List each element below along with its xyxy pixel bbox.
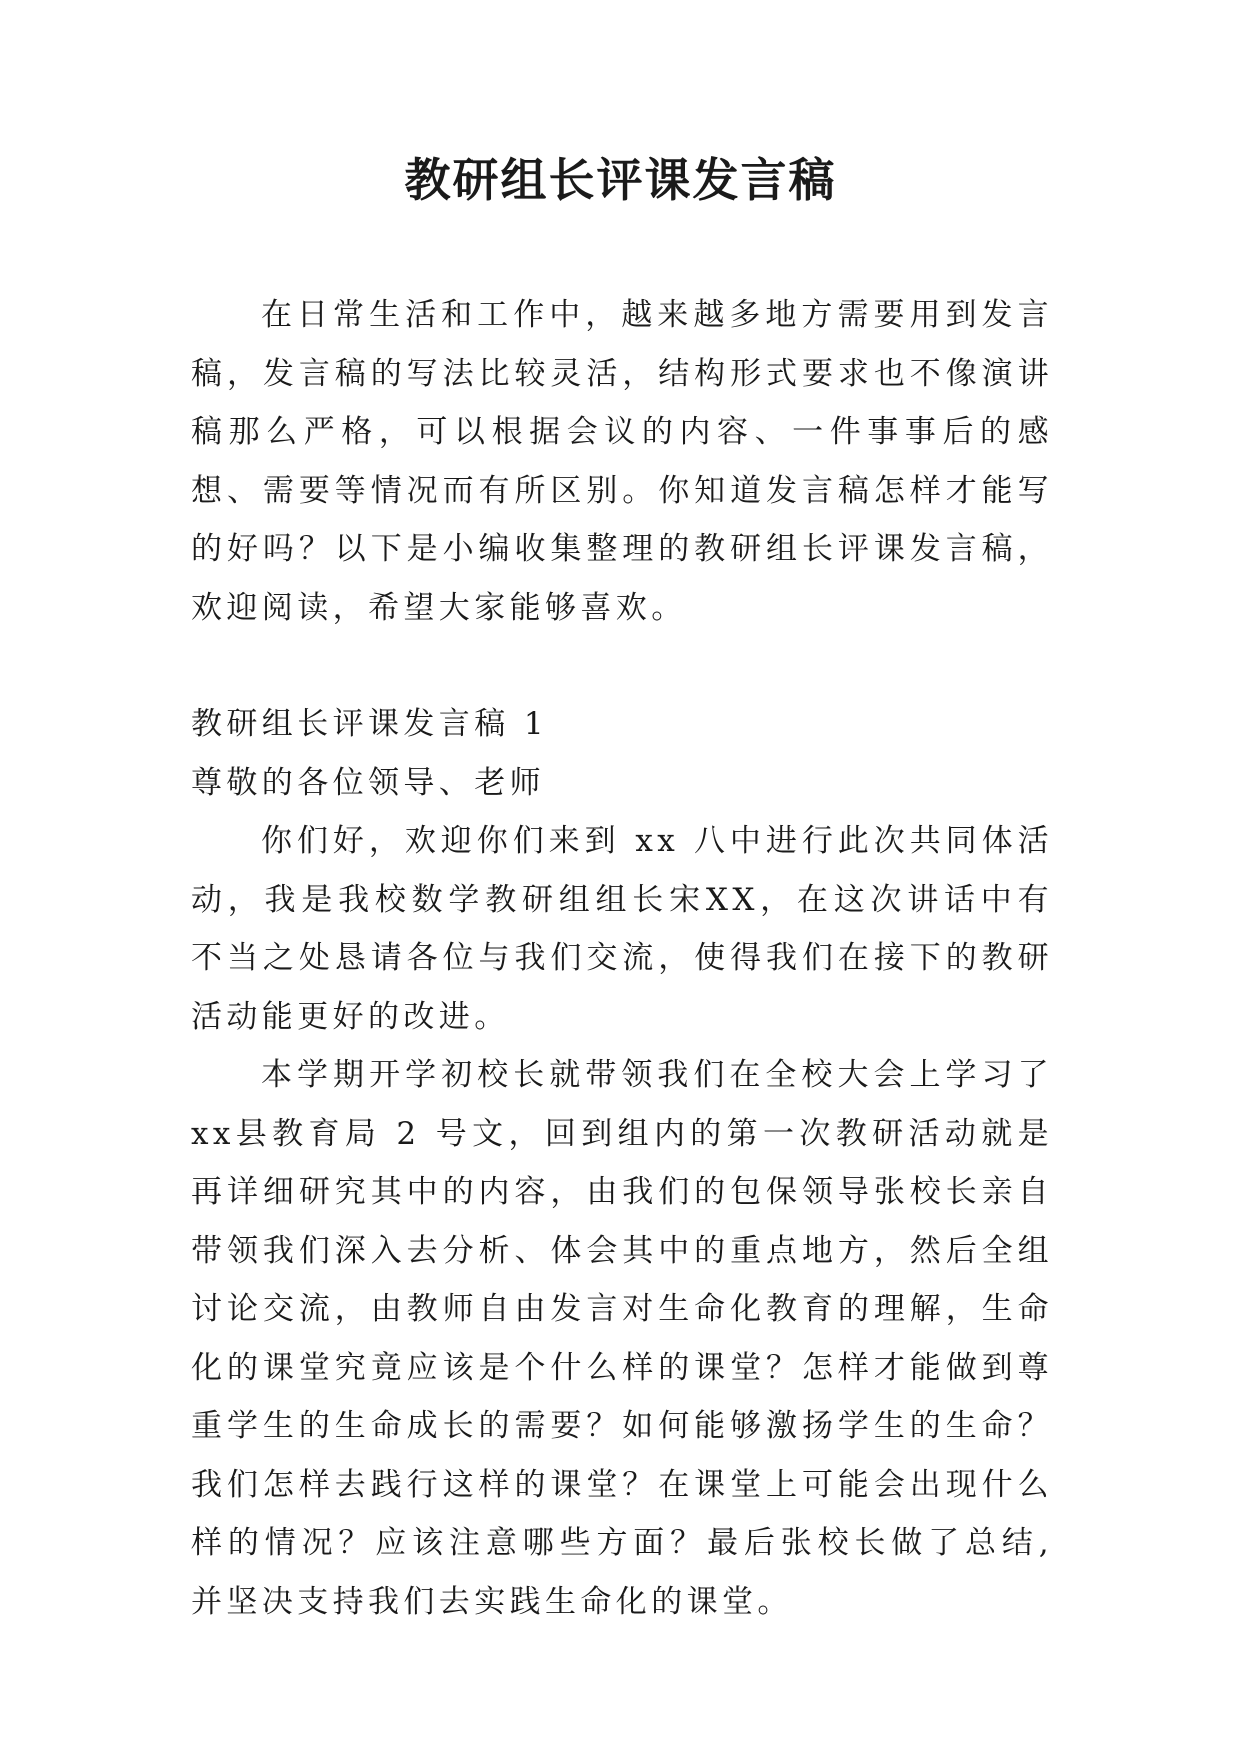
- salutation: 尊敬的各位领导、老师: [191, 764, 545, 801]
- body-paragraph-1: 你们好，欢迎你们来到 xx 八中进行此次共同体活动，我是我校数学教研组组长宋XX，在这次讲话中有不当之处恳请各位与我们交流，使得我们在接下的教研活动能更好的改进。: [191, 823, 1053, 1035]
- document-title: 教研组长评课发言稿: [404, 153, 837, 207]
- document-body: [191, 286, 1053, 1631]
- body-paragraph-2: 本学期开学初校长就带领我们在全校大会上学习了 xx县教育局 2 号文，回到组内的第一次教研活动就是再详细研究其中的内容，由我们的包保领导张校长亲自带领我们深入去分析、体会其中的重点地方，然后全组讨论交流，由教师自由发言对生命化教育的理解，生命化的课堂究竟应该是个什么样的课堂？怎样才能做到尊重学生的生命成长的需要？如何能够激扬学生的生命？我们怎样去践行这样的课堂？在课堂上可能会出现什么样的情况？应该注意哪些方面？最后张校长做了总结,并坚决支持我们去实践生命化的课堂。: [191, 1057, 1053, 1620]
- paragraph-spacer: [191, 637, 1053, 695]
- intro-paragraph: 在日常生活和工作中，越来越多地方需要用到发言稿，发言稿的写法比较灵活，结构形式要求也不像演讲稿那么严格，可以根据会议的内容、一件事事后的感想、需要等情况而有所区别。你知道发言稿怎样才能写的好吗？以下是小编收集整理的教研组长评课发言稿，欢迎阅读，希望大家能够喜欢。: [191, 297, 1053, 626]
- section-title: 教研组长评课发言稿 1: [191, 706, 548, 742]
